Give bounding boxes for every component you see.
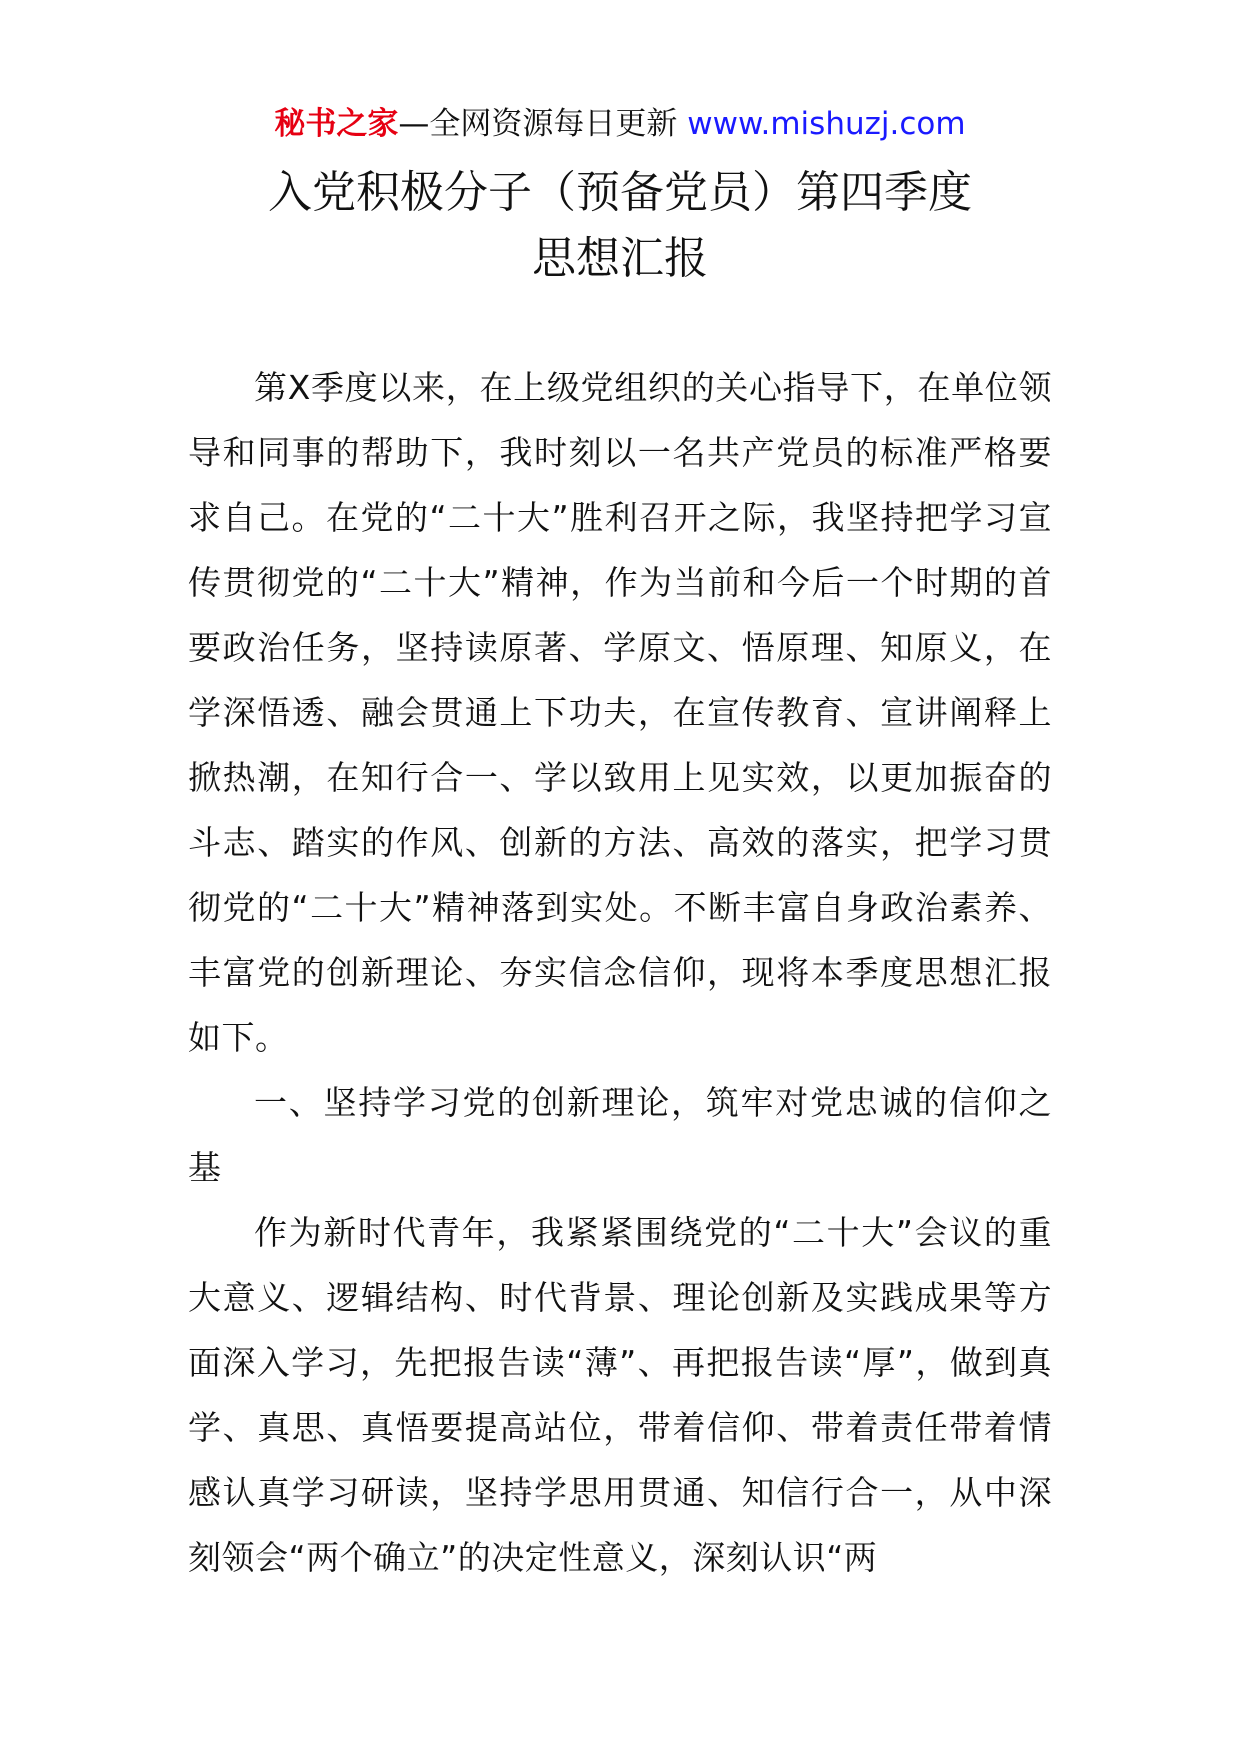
header-tagline: —全网资源每日更新	[398, 106, 678, 142]
document-body	[188, 355, 1052, 1590]
document-title	[0, 160, 1240, 292]
header-banner	[0, 102, 1240, 146]
brand-name: 秘书之家	[274, 106, 399, 142]
section-heading-1: 一、坚持学习党的创新理论，筑牢对党忠诚的信仰之基	[188, 1083, 1052, 1187]
paragraph-intro: 第X季度以来，在上级党组织的关心指导下，在单位领导和同事的帮助下，我时刻以一名共产党员的标准严格要求自己。在党的“二十大”胜利召开之际，我坚持把学习宣传贯彻党的“二十大”精神，作为当前和今后一个时期的首要政治任务，坚持读原著、学原文、悟原理、知原义，在学深悟透、融会贯通上下功夫，在宣传教育、宣讲阐释上掀热潮，在知行合一、学以致用上见实效，以更加振奋的斗志、踏实的作风、创新的方法、高效的落实，把学习贯彻党的“二十大”精神落到实处。不断丰富自身政治素养、丰富党的创新理论、夯实信念信仰，现将本季度思想汇报如下。	[188, 368, 1052, 1057]
title-line-2: 思想汇报	[532, 233, 708, 284]
site-url-link[interactable]: www.mishuzj.com	[687, 106, 966, 142]
title-line-1: 入党积极分子（预备党员）第四季度	[268, 167, 972, 218]
paragraph-section-1: 作为新时代青年，我紧紧围绕党的“二十大”会议的重大意义、逻辑结构、时代背景、理论创新及实践成果等方面深入学习，先把报告读“薄”、再把报告读“厚”，做到真学、真思、真悟要提高站位，带着信仰、带着责任带着情感认真学习研读，坚持学思用贯通、知信行合一，从中深刻领会“两个确立”的决定性意义，深刻认识“两	[188, 1213, 1052, 1577]
